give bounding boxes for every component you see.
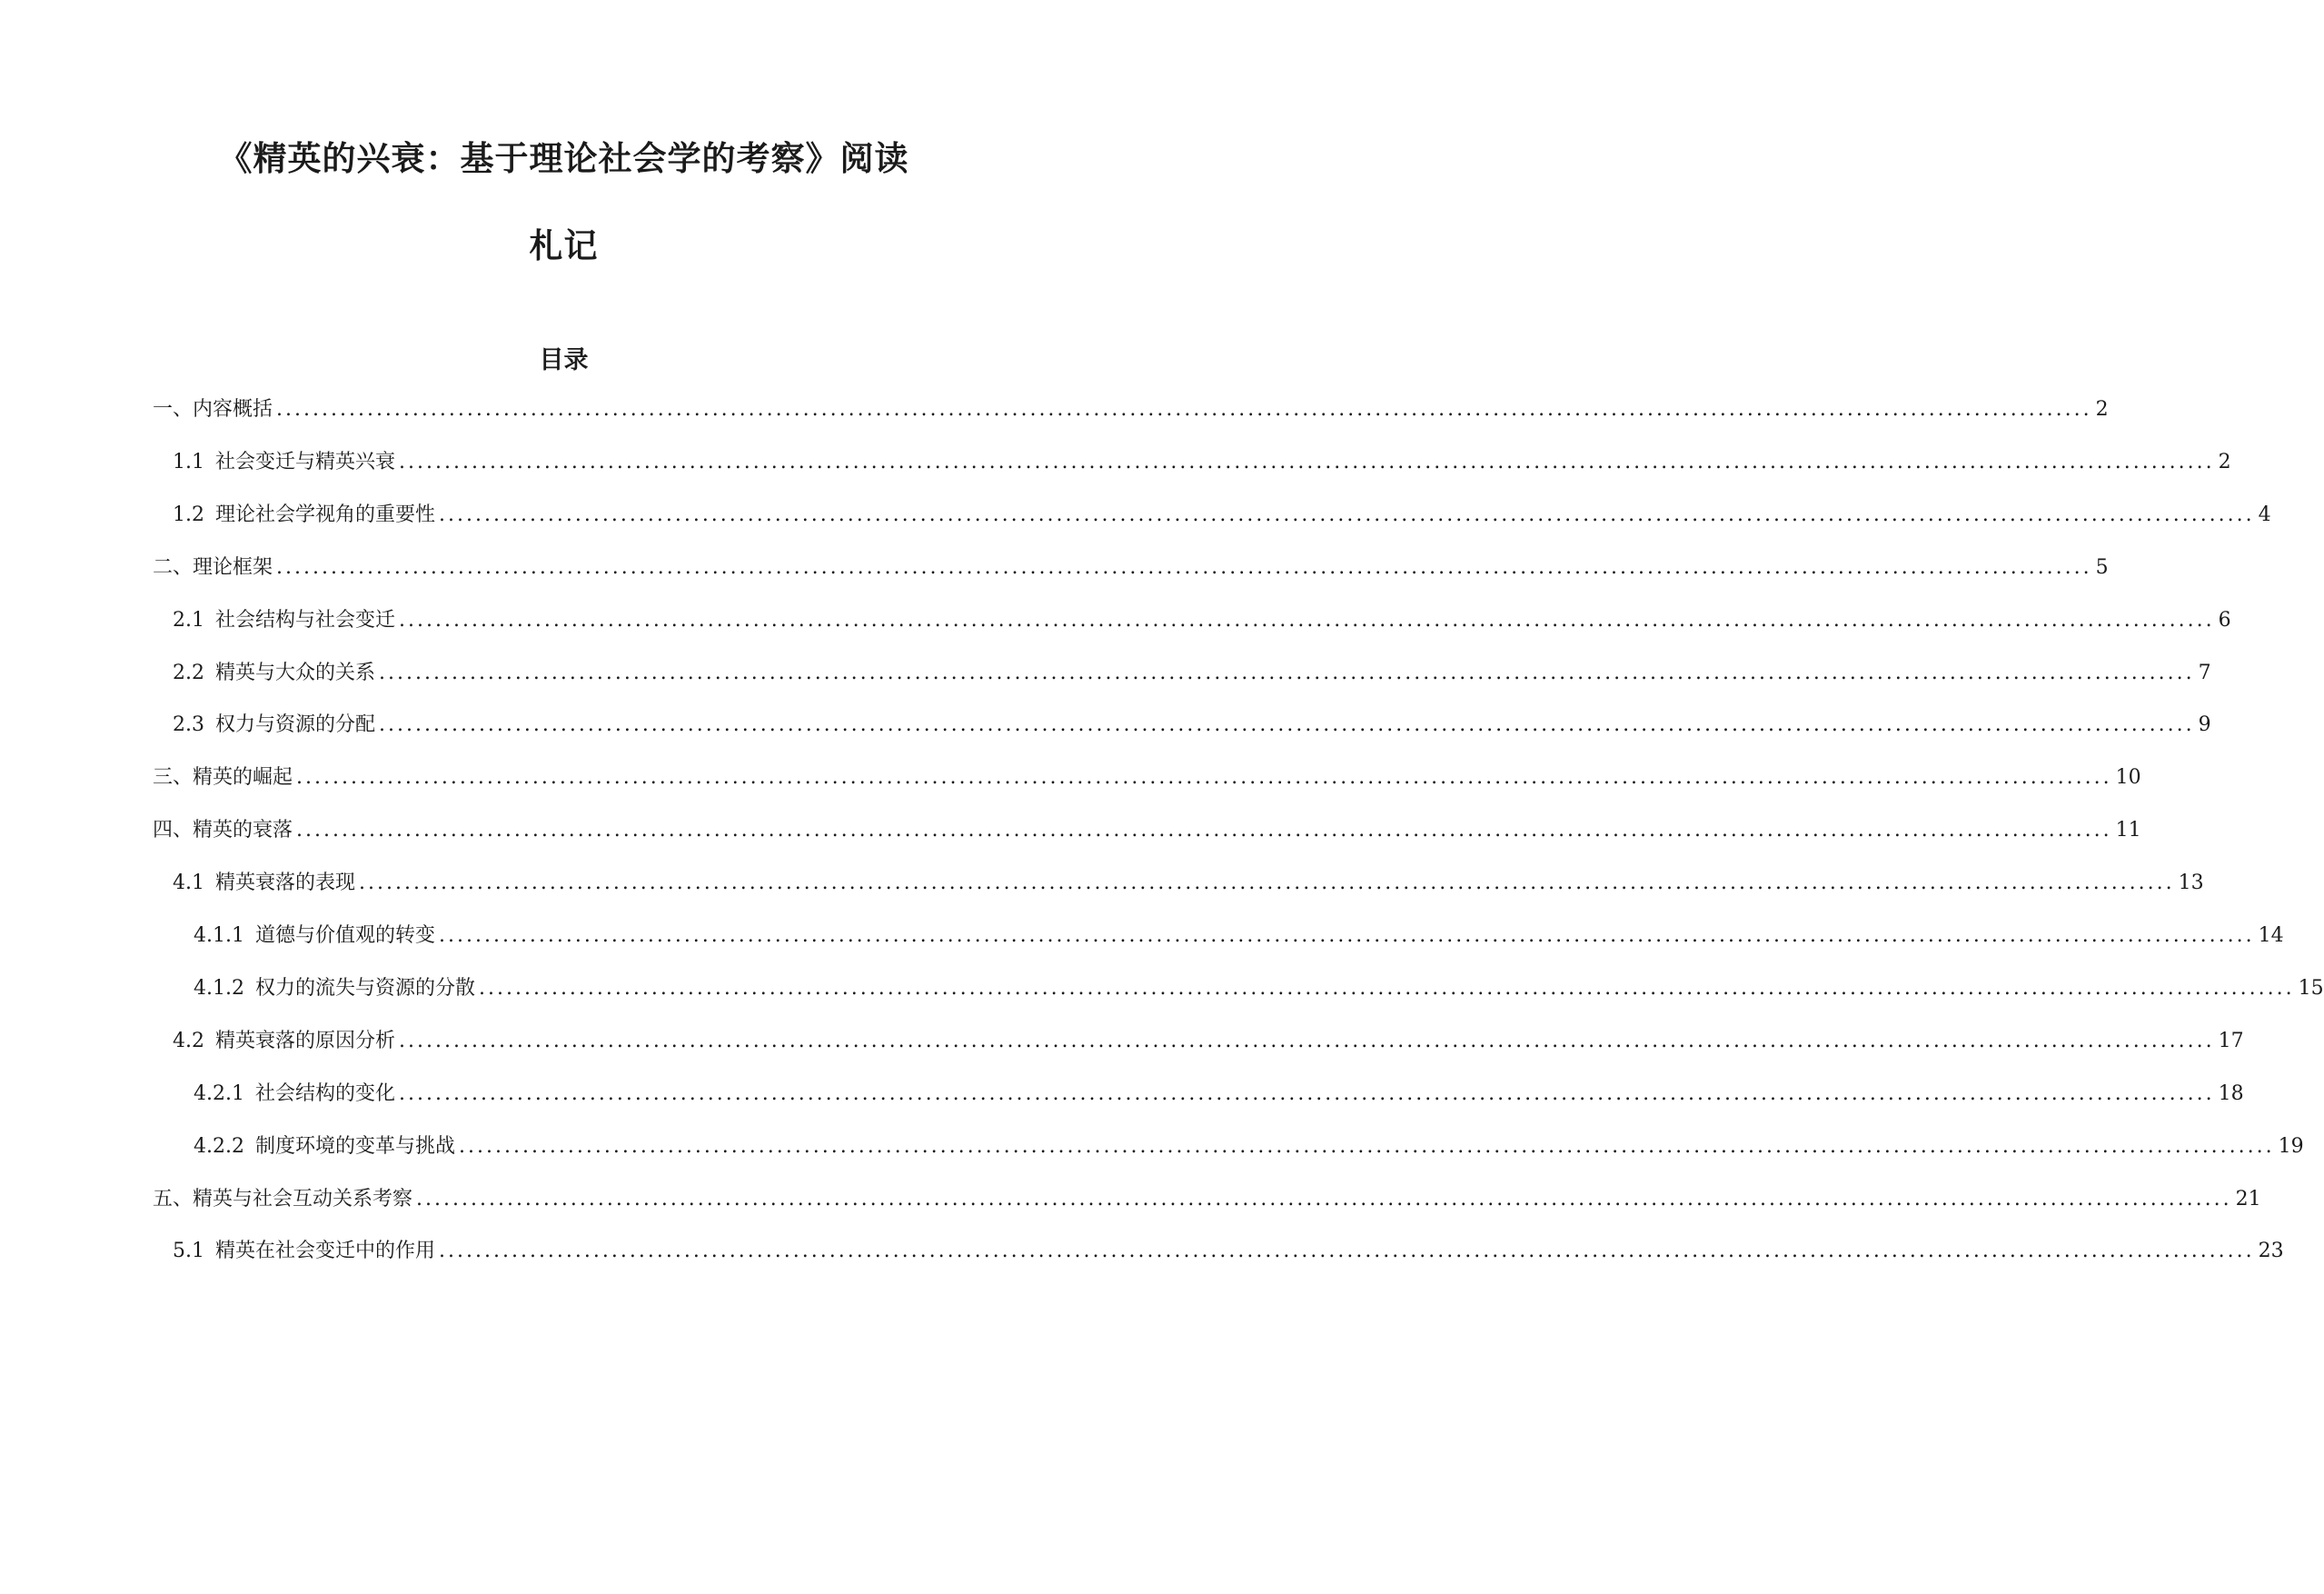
toc-entry-text: 精英与大众的关系 xyxy=(215,662,376,684)
toc-leader-dots: ........................................................................................................................................................................................................ xyxy=(479,977,2295,1000)
toc-entry-label xyxy=(153,1186,412,1213)
toc-entry-label xyxy=(173,1028,395,1055)
toc-page-number: 2 xyxy=(2095,398,2109,421)
toc-entry[interactable] xyxy=(153,396,2109,423)
toc-page-number: 2 xyxy=(2218,451,2231,473)
toc-entry-label xyxy=(194,975,475,1002)
toc-entry-label xyxy=(173,449,395,476)
toc-entry[interactable] xyxy=(173,607,2231,634)
toc-page-number: 10 xyxy=(2115,766,2141,789)
toc-leader-dots: ........................................................................................................................................................................................................ xyxy=(399,451,2215,473)
toc-entry-text: 社会结构与社会变迁 xyxy=(215,609,396,632)
toc-entry-text: 权力与资源的分配 xyxy=(215,713,376,736)
toc-entry-label xyxy=(153,396,273,423)
document-title-line-1: 《精英的兴衰：基于理论社会学的考察》阅读 xyxy=(218,139,909,178)
toc-entry[interactable] xyxy=(194,922,2284,950)
document-title-line-2: 札记 xyxy=(529,226,599,265)
toc-page-number: 17 xyxy=(2218,1030,2244,1052)
toc-page-number: 19 xyxy=(2278,1135,2304,1158)
toc-entry-text: 精英衰落的原因分析 xyxy=(215,1030,396,1052)
toc-entry-text: 四、精英的衰落 xyxy=(153,819,293,842)
toc-page-number: 4 xyxy=(2258,503,2271,526)
toc-entry-number: 2.3 xyxy=(173,713,204,736)
toc-entry[interactable] xyxy=(173,870,2204,897)
toc-page-number: 9 xyxy=(2198,713,2211,736)
toc-entry-text: 精英衰落的表现 xyxy=(215,872,356,894)
toc-page-number: 21 xyxy=(2235,1188,2261,1210)
toc-entry[interactable] xyxy=(153,764,2141,792)
toc-page-number: 23 xyxy=(2258,1240,2284,1262)
toc-entry-number: 4.1.2 xyxy=(194,977,244,1000)
toc-entry[interactable] xyxy=(194,1081,2244,1108)
toc-entry[interactable] xyxy=(194,975,2324,1002)
toc-entry[interactable] xyxy=(153,817,2141,844)
toc-entry[interactable] xyxy=(173,502,2271,529)
toc-entry-label xyxy=(153,554,273,582)
toc-leader-dots: ........................................................................................................................................................................................................ xyxy=(379,662,2195,684)
toc-entry-number: 5.1 xyxy=(173,1240,204,1262)
toc-entry[interactable] xyxy=(173,660,2211,687)
toc-entry-number: 2.2 xyxy=(173,662,204,684)
toc-entry[interactable] xyxy=(173,712,2211,739)
toc-page-number: 13 xyxy=(2178,872,2204,894)
toc-leader-dots: ........................................................................................................................................................................................................ xyxy=(276,556,2092,579)
toc-page-number: 6 xyxy=(2218,609,2231,632)
toc-entry[interactable] xyxy=(153,1186,2261,1213)
toc-entry-text: 社会变迁与精英兴衰 xyxy=(215,451,396,473)
toc-entry-text: 三、精英的崛起 xyxy=(153,766,293,789)
toc-entry-label xyxy=(194,922,435,950)
toc-leader-dots: ........................................................................................................................................................................................................ xyxy=(439,924,2255,947)
toc-entry-label xyxy=(173,712,375,739)
toc-entry[interactable] xyxy=(194,1133,2304,1161)
toc-entry-number: 4.2.2 xyxy=(194,1135,244,1158)
toc-entry[interactable] xyxy=(153,554,2109,582)
toc-page-number: 5 xyxy=(2095,556,2109,579)
toc-entry-label xyxy=(173,502,435,529)
toc-entry[interactable] xyxy=(173,1028,2244,1055)
toc-entry-label xyxy=(173,660,375,687)
toc-heading: 目录 xyxy=(539,346,589,374)
toc-entry-text: 权力的流失与资源的分散 xyxy=(254,977,475,1000)
toc-entry-number: 4.1 xyxy=(173,872,204,894)
toc-leader-dots: ........................................................................................................................................................................................................ xyxy=(416,1188,2232,1210)
toc-entry-text: 社会结构的变化 xyxy=(254,1082,395,1105)
toc-entry-text: 二、理论框架 xyxy=(153,556,273,579)
toc-leader-dots: ........................................................................................................................................................................................................ xyxy=(459,1135,2275,1158)
toc-entry-text: 制度环境的变革与挑战 xyxy=(254,1135,455,1158)
toc-page-number: 14 xyxy=(2258,924,2284,947)
toc-leader-dots: ........................................................................................................................................................................................................ xyxy=(296,766,2112,789)
toc-leader-dots: ........................................................................................................................................................................................................ xyxy=(359,872,2175,894)
toc-leader-dots: ........................................................................................................................................................................................................ xyxy=(399,1030,2215,1052)
toc-leader-dots: ........................................................................................................................................................................................................ xyxy=(276,398,2092,421)
toc-leader-dots: ........................................................................................................................................................................................................ xyxy=(379,713,2195,736)
toc-entry-label xyxy=(194,1081,395,1108)
toc-entry-number: 1.1 xyxy=(173,451,204,473)
toc-entry-number: 4.1.1 xyxy=(194,924,244,947)
toc-entry[interactable] xyxy=(173,449,2231,476)
toc-entry-label xyxy=(194,1133,455,1161)
toc-page-number: 15 xyxy=(2298,977,2324,1000)
toc-leader-dots: ........................................................................................................................................................................................................ xyxy=(439,503,2255,526)
toc-leader-dots: ........................................................................................................................................................................................................ xyxy=(296,819,2112,842)
toc-entry-label xyxy=(173,1238,435,1265)
toc-entry-number: 2.1 xyxy=(173,609,204,632)
toc-leader-dots: ........................................................................................................................................................................................................ xyxy=(399,1082,2215,1105)
toc-entry-text: 道德与价值观的转变 xyxy=(254,924,435,947)
toc-entry-text: 理论社会学视角的重要性 xyxy=(215,503,436,526)
toc-leader-dots: ........................................................................................................................................................................................................ xyxy=(439,1240,2255,1262)
toc-entry-number: 1.2 xyxy=(173,503,204,526)
toc-entry-text: 精英在社会变迁中的作用 xyxy=(215,1240,436,1262)
toc-entry-number: 4.2.1 xyxy=(194,1082,244,1105)
toc-entry-text: 五、精英与社会互动关系考察 xyxy=(153,1188,413,1210)
toc-entry[interactable] xyxy=(173,1238,2284,1265)
toc-entry-label xyxy=(153,764,293,792)
toc-page-number: 18 xyxy=(2218,1082,2244,1105)
toc-page-number: 11 xyxy=(2115,819,2141,842)
toc-leader-dots: ........................................................................................................................................................................................................ xyxy=(399,609,2215,632)
toc-entry-label xyxy=(173,607,395,634)
toc-entry-text: 一、内容概括 xyxy=(153,398,273,421)
toc-entry-label xyxy=(173,870,355,897)
toc-entry-label xyxy=(153,817,293,844)
toc-page-number: 7 xyxy=(2198,662,2211,684)
toc-entry-number: 4.2 xyxy=(173,1030,204,1052)
